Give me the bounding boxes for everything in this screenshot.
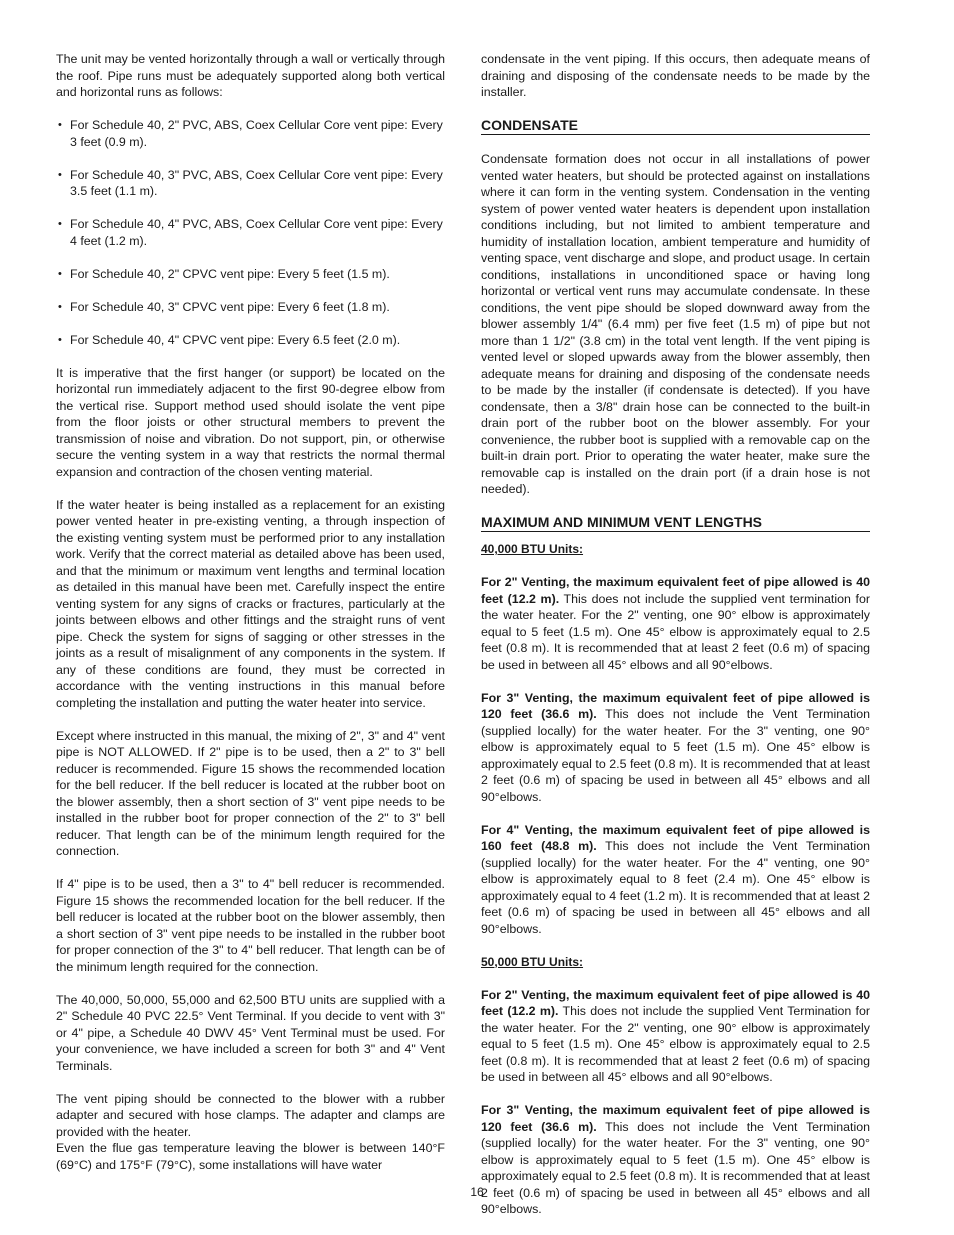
vent-2in-50000-lead: For 2" Venting, the maximum equivalent feet of pipe allowed is 40 feet (12.2 m).: [481, 987, 870, 1018]
support-spacing-list: [56, 117, 445, 348]
vent-3in-50000-text: This does not include the Vent Termination (supplied locally) for the water heater. For the 3" venting, one 90° elbow is approximately equal to 5 feet (1.5 m). One 45° elbow is approximately equal to 2.5 feet (0.8 m). It is recommended that at least 2 feet (0.6 m) of spacing be used in between all 45° elbows and all 90°elbows.: [481, 1119, 870, 1216]
list-item: • For Schedule 40, 4" PVC, ABS, Coex Cellular Core vent pipe: Every 4 feet (1.2 m).: [56, 216, 445, 249]
list-item: • For Schedule 40, 3" PVC, ABS, Coex Cellular Core vent pipe: Every 3.5 feet (1.1 m).: [56, 167, 445, 200]
vent-4in-40000-text: This does not include the Vent Termination (supplied locally) for the water heater. For the 4" venting, one 90° elbow is approximately equal to 8 feet (2.4 m). One 45° elbow is approximately equal to 4 feet (1.2 m). It is recommended that at least 2 feet (0.6 m) of spacing be used in between all 45° elbows and all 90°elbows.: [481, 839, 870, 936]
left-column: [56, 51, 445, 1173]
vent-4in-40000-paragraph: [481, 822, 870, 938]
condensate-heading: CONDENSATE: [481, 117, 870, 135]
vent-3in-50000-lead: For 3" Venting, the maximum equivalent feet of pipe allowed is 120 feet (36.6 m).: [481, 1103, 870, 1134]
vent-lengths-heading: MAXIMUM AND MINIMUM VENT LENGTHS: [481, 514, 870, 532]
vent-3in-40000-paragraph: [481, 690, 870, 806]
replacement-paragraph: If the water heater is being installed as a replacement for an existing power vented heater in pre-existing venting, a through inspection of the existing venting system must be performed prior to any installation work. Verify that the correct material as detailed above has been used, and that the minimum or maximum vent lengths and terminal location as detailed in this manual have been met. Carefully inspect the entire venting system for any signs of cracks or fractures, particularly at the joints between elbows and other fittings and the straight runs of vent pipe. Check the system for signs of sagging or other stresses in the joints as a result of misalignment of any components in the system. If any of these conditions are found, they must be corrected in accordance with the venting instructions in this manual before completing the installation and putting the water heater into service.: [56, 497, 445, 710]
vent-2in-50000-paragraph: [481, 987, 870, 1086]
vent-3in-40000-lead: For 3" Venting, the maximum equivalent feet of pipe allowed is 120 feet (36.6 m).: [481, 690, 870, 721]
vent-4in-40000-lead: For 4" Venting, the maximum equivalent feet of pipe allowed is 160 feet (48.8 m).: [481, 822, 870, 853]
hanger-paragraph: It is imperative that the first hanger (or support) be located on the horizontal run immediately adjacent to the first 90-degree elbow from the vertical rise. Support method used should isolate the vent pipe from the floor joists or other structural members to prevent the transmission of noise and vibration. Do not support, pin, or otherwise secure the venting system in a way that restricts the normal thermal expansion and contraction of the chosen venting material.: [56, 365, 445, 479]
vent-2in-40000-lead: For 2" Venting, the maximum equivalent feet of pipe allowed is 40 feet (12.2 m).: [481, 575, 870, 606]
vent-3in-50000-paragraph: [481, 1102, 870, 1218]
units-40000-heading: 40,000 BTU Units:: [481, 542, 584, 556]
units-50000-heading: 50,000 BTU Units:: [481, 954, 584, 969]
four-inch-paragraph: If 4" pipe is to be used, then a 3" to 4" bell reducer is recommended. Figure 15 shows the recommended location for the bell reducer. If the bell reducer is located at the rubber boot on the blower assembly, then a short section of 3" vent pipe needs to be installed in the rubber boot for proper connection of the 3" to 4" bell reducer. That length can be of the minimum length required for the connection.: [56, 877, 445, 974]
list-item: • For Schedule 40, 2" CPVC vent pipe: Every 5 feet (1.5 m).: [56, 266, 445, 283]
blower-paragraph: The vent piping should be connected to the blower with a rubber adapter and secured with hose clamps. The adapter and clamps are provided with the heater.: [56, 1091, 445, 1139]
vent-2in-40000-text: This does not include the supplied vent termination for the water heater. For the 2" venting, one 90° elbow is approximately equal to 5 feet (1.5 m). One 45° elbow is approximately equal to 2.5 feet (0.8 m). It is recommended that at least 2 feet (0.6 m) of spacing be used in between all 45° elbows and all 90°elbows.: [481, 591, 870, 672]
condensate-continued-paragraph: condensate in the vent piping. If this occurs, then adequate means of draining and disposing of the condensate needs to be made by the installer.: [481, 52, 870, 99]
vent-2in-40000-paragraph: [481, 574, 870, 673]
list-item: • For Schedule 40, 4" CPVC vent pipe: Every 6.5 feet (2.0 m).: [56, 332, 445, 349]
page-number: 16: [470, 1185, 484, 1199]
list-item: • For Schedule 40, 2" PVC, ABS, Coex Cellular Core vent pipe: Every 3 feet (0.9 m).: [56, 117, 445, 150]
mixing-paragraph: Except where instructed in this manual, the mixing of 2", 3" and 4" vent pipe is NOT ALLOWED. If 2" pipe is to be used, then a 2" to 3" bell reducer is recommended. Figure 15 shows the recommended location for the bell reducer. If the bell reducer is located at the rubber boot on the blower assembly, then a short section of 3" vent pipe needs to be installed in the rubber boot for proper connection of the 2" to 3" bell reducer. That length can be of the minimum length required for the connection.: [56, 728, 445, 858]
list-item: • For Schedule 40, 3" CPVC vent pipe: Every 6 feet (1.8 m).: [56, 299, 445, 316]
vent-terminal-paragraph: The 40,000, 50,000, 55,000 and 62,500 BTU units are supplied with a 2" Schedule 40 PVC 22.5° Vent Terminal. If you decide to vent with 3" or 4" pipe, a Schedule 40 DWV 45° Vent Terminal must be used. For your convenience, we have included a screen for both 3" and 4" Vent Terminals.: [56, 992, 445, 1073]
intro-paragraph: The unit may be vented horizontally through a wall or vertically through the roof. Pipe runs must be adequately supported along both vertical and horizontal runs as follows:: [56, 52, 445, 99]
vent-2in-50000-text: This does not include the supplied Vent Termination for the water heater. For the 2" venting, one 90° elbow is approximately equal to 5 feet (1.5 m). One 45° elbow is approximately equal to 2.5 feet (0.8 m). It is recommended that at least 2 feet (0.6 m) of spacing be used in between all 45° elbows and all 90°elbows.: [481, 1004, 870, 1084]
right-column: [481, 51, 870, 1218]
flue-paragraph: Even the flue gas temperature leaving the blower is between 140°F (69°C) and 175°F (79°C), some installations will have water: [56, 1141, 445, 1172]
vent-3in-40000-text: This does not include the Vent Termination (supplied locally) for the water heater. For the 3" venting, one 90° elbow is approximately equal to 5 feet (1.5 m). One 45° elbow is approximately equal to 2.5 feet (0.8 m). It is recommended that at least 2 feet (0.6 m) of spacing be used in between all 45° elbows and all 90°elbows.: [481, 707, 870, 804]
condensate-paragraph: Condensate formation does not occur in all installations of power vented water heaters, but should be protected against on installations where it can form in the venting system. Condensation in the venting system of power vented water heaters is dependent upon installation conditions including, but not limited to ambient temperature and humidity of installation location, ambient temperature and humidity of venting space, vent discharge and slope, and product usage. In certain conditions, installations in unconditioned space or having long horizontal or vertical vent runs may accumulate condensate. In these conditions, the vent pipe should be sloped downward away from the blower assembly 1/4" (6.4 mm) per five feet (1.5 m) of pipe but not more than 1 1/2" (3.8 cm) in the total vent length. If the vent piping is vented level or sloped upwards away from the blower assembly, then adequate means for draining and disposing of the condensate needs to be made by the installer (if condensate is detected). If you have condensate, then a 3/8" drain hose can be connected to the built-in drain port of the rubber boot on the blower assembly. For your convenience, the rubber boot is supplied with a removable cap on the built-in drain port. Prior to operating the water heater, make sure the removable cap is installed on the drain port (if a drain hose is not needed).: [481, 152, 870, 496]
